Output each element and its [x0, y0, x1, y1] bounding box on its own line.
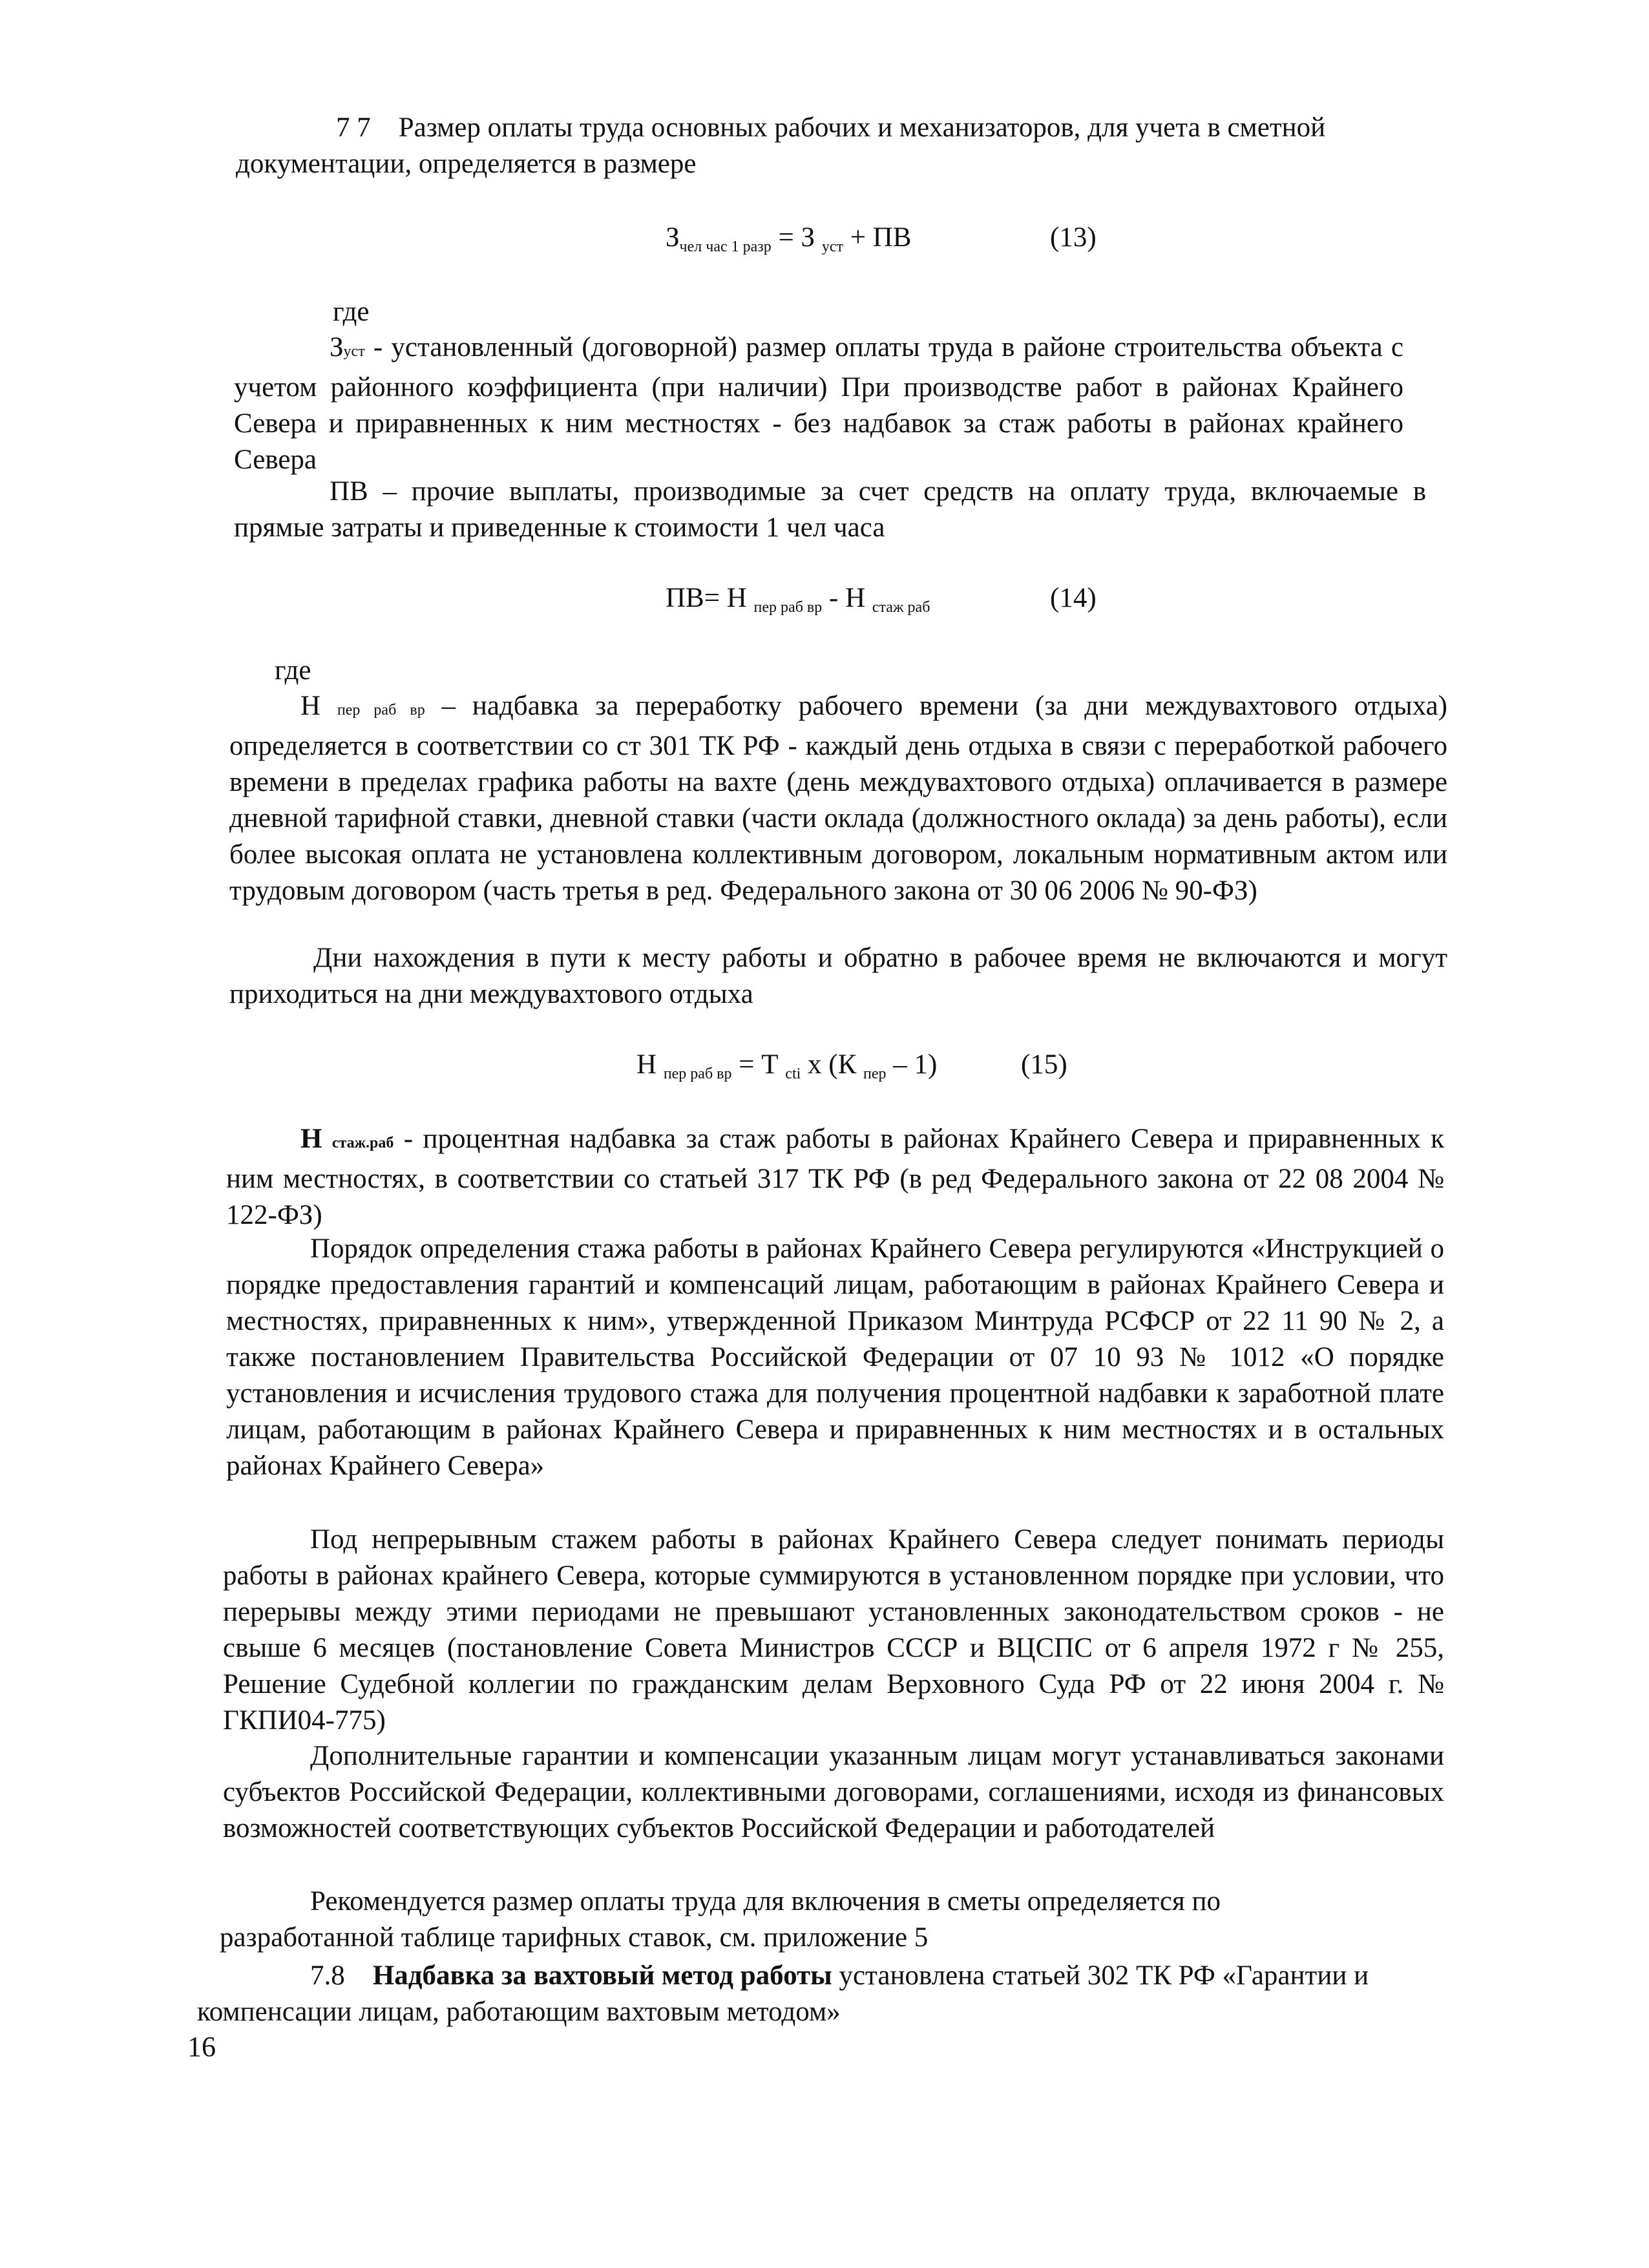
- paragraph-additional-guarantees: Дополнительные гарантии и компенсации указанным лицам могут устанавливаться законами субъектов Российской Федерации, коллективными договорами, соглашениями, исходя из финансовых возможностей соответствующих субъектов Российской Федерации и работодателей: [223, 1741, 1444, 1843]
- formula-14-number: (14): [1050, 583, 1097, 613]
- where-label: где: [275, 655, 311, 686]
- formula-13-number: (13): [1050, 222, 1097, 253]
- paragraph-travel-days: Дни нахождения в пути к месту работы и обратно в рабочее время не включаются и могут приходиться на дни междувахтового отдыха: [229, 943, 1447, 1009]
- paragraph-order: Порядок определения стажа работы в районах Крайнего Севера регулируются «Инструкцией о порядке предоставления гарантий и компенсаций лицам, работающим в районах Крайнего Севера и местностях, приравненных к ним», утвержденной Приказом Минтруда РСФСР от 22 11 90 № 2, а также постановлением Правительства Российской Федерации от 07 10 93 № 1012 «О порядке установления и исчисления трудового стажа для получения процентной надбавки к заработной плате лицам, работающим в районах Крайнего Севера и приравненных к ним местностях и в остальных районах Крайнего Севера»: [226, 1234, 1444, 1481]
- definition-z-ust: Зуст - установленный (договорной) размер оплаты труда в районе строительства объекта с учетом районного коэффициента (при наличии) При производстве работ в районах Крайнего Севера и приравненных к ним местностях - без надбавок за стаж работы в районах крайнего Севера: [234, 332, 1403, 475]
- formula-15-number: (15): [1021, 1049, 1067, 1080]
- paragraph-recommended: Рекомендуется размер оплаты труда для включения в сметы определяется по разработанной таблице тарифных ставок, см. приложение 5: [220, 1886, 1221, 1953]
- formula-15: Н $_{пер раб вр}$ = Т $_{сti}$ х (К $_{пер}$ – 1): [636, 1049, 938, 1082]
- definition-n-stazh-rab: Н стаж.раб - процентная надбавка за стаж работы в районах Крайнего Севера и приравненных к ним местностях, в соответствии со статьей 317 ТК РФ (в ред Федерального закона от 22 08 2004 № 122-ФЗ): [226, 1124, 1444, 1230]
- section-number: 7.8: [310, 1960, 345, 1991]
- section-bold-title: Надбавка за вахтовый метод работы: [372, 1960, 832, 1991]
- section-number: 7 7: [336, 112, 371, 143]
- formula-14: ПВ= Н $_{пер раб вр}$ - Н $_{стаж раб}$: [666, 583, 930, 616]
- section-7-8-paragraph: [197, 1958, 1399, 2030]
- definition-n-per-rab-vr: Н пер раб вр – надбавка за переработку рабочего времени (за дни междувахтового отдыха) определяется в соответствии со ст 301 ТК РФ - каждый день отдыха в связи с переработкой рабочего времени в пределах графика работы на вахте (день междувахтового отдыха) оплачивается в размере дневной тарифной ставки, дневной ставки (части оклада (должностного оклада) за день работы), если более высокая оплата не установлена коллективным договором, локальным нормативным актом или трудовым договором (часть третья в ред. Федерального закона от 30 06 2006 № 90-ФЗ): [229, 691, 1447, 906]
- section-text: установлена статьей 302 ТК РФ «Гарантии и компенсации лицам, работающим вахтовым методом»: [197, 1960, 1369, 2027]
- definition-pv: ПВ – прочие выплаты, производимые за счет средств на оплату труда, включаемые в прямые затраты и приведенные к стоимости 1 чел часа: [234, 476, 1426, 543]
- section-text: Размер оплаты труда основных рабочих и механизаторов, для учета в сметной документации, определяется в размере: [236, 112, 1326, 179]
- page-number: 16: [187, 2031, 216, 2063]
- formula-13: $З_{чел час 1 разр} = З$ $_{уст}$ + ПВ: [666, 222, 912, 255]
- paragraph-continuous-service: Под непрерывным стажем работы в районах Крайнего Севера следует понимать периоды работы в районах крайнего Севера, которые суммируются в установленном порядке при условии, что перерывы между этими периодами не превышают установленных законодательством сроков - не свыше 6 месяцев (постановление Совета Министров СССР и ВЦСПС от 6 апреля 1972 г № 255, Решение Судебной коллегии по гражданским делам Верховного Суда РФ от 22 июня 2004 г. № ГКПИ04-775): [223, 1524, 1444, 1736]
- where-label: где: [333, 297, 370, 327]
- section-7-7-paragraph: [236, 110, 1370, 182]
